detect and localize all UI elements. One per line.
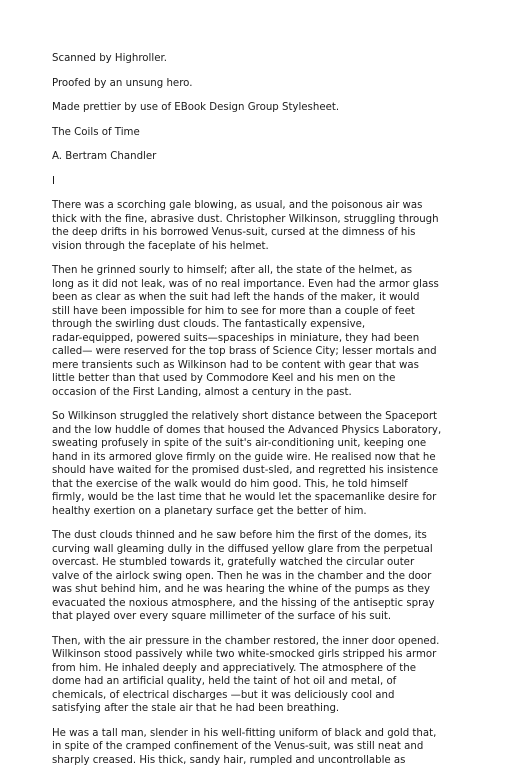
text-line: overcast. He stumbled towards it, gratefully watched the circular outer (52, 556, 468, 570)
text-line: vision through the faceplate of his helmet. (52, 240, 468, 254)
text-line: sharply creased. His thick, sandy hair, rumpled and uncontrollable as (52, 754, 468, 767)
text-line: There was a scorching gale blowing, as usual, and the poisonous air was (52, 199, 468, 213)
text-line: been as clear as when the suit had left the hands of the maker, it would (52, 291, 468, 305)
scan-credit: Scanned by Highroller. (52, 52, 468, 66)
text-line: and the low huddle of domes that housed the Advanced Physics Laboratory, (52, 424, 468, 438)
text-line: radar-equipped, powered suits—spaceships in miniature, they had been (52, 332, 468, 346)
text-line: chemicals, of electrical discharges —but it was deliciously cool and (52, 689, 468, 703)
paragraph (52, 410, 468, 518)
text-line: little better than that used by Commodore Keel and his men on the (52, 372, 468, 386)
text-line: curving wall gleaming dully in the diffused yellow glare from the perpetual (52, 543, 468, 557)
text-line: long as it did not leak, was of no real importance. Even had the armor glass (52, 278, 468, 292)
text-line: thick with the fine, abrasive dust. Christopher Wilkinson, struggling through (52, 213, 468, 227)
book-author: A. Bertram Chandler (52, 150, 468, 164)
text-line: dome had an artificial quality, held the taint of hot oil and metal, of (52, 675, 468, 689)
text-line: satisfying after the stale air that he had been breathing. (52, 702, 468, 716)
text-line: So Wilkinson struggled the relatively short distance between the Spaceport (52, 410, 468, 424)
text-line: was shut behind him, and he was hearing the whine of the pumps as they (52, 583, 468, 597)
text-line: Then he grinned sourly to himself; after all, the state of the helmet, as (52, 264, 468, 278)
text-line: from him. He inhaled deeply and appreciatively. The atmosphere of the (52, 662, 468, 676)
paragraph (52, 199, 468, 253)
text-line: occasion of the First Landing, almost a century in the past. (52, 386, 468, 400)
text-line: valve of the airlock swing open. Then he was in the chamber and the door (52, 570, 468, 584)
book-title: The Coils of Time (52, 126, 468, 140)
text-line: hand in its armored glove firmly on the guide wire. He realised now that he (52, 451, 468, 465)
stylesheet-credit: Made prettier by use of EBook Design Group Stylesheet. (52, 101, 468, 115)
paragraph (52, 635, 468, 716)
text-line: evacuated the noxious atmosphere, and the hissing of the antiseptic spray (52, 597, 468, 611)
text-line: in spite of the cramped confinement of the Venus-suit, was still neat and (52, 740, 468, 754)
text-line: Then, with the air pressure in the chamber restored, the inner door opened. (52, 635, 468, 649)
paragraph (52, 529, 468, 624)
paragraph (52, 727, 468, 767)
text-line: that played over every square millimeter of the surface of his suit. (52, 610, 468, 624)
text-line: He was a tall man, slender in his well-fitting uniform of black and gold that, (52, 727, 468, 741)
text-line: Wilkinson stood passively while two white-smocked girls stripped his armor (52, 648, 468, 662)
text-line: The dust clouds thinned and he saw before him the first of the domes, its (52, 529, 468, 543)
text-line: firmly, would be the last time that he would let the spacemanlike desire for (52, 491, 468, 505)
paragraph (52, 264, 468, 399)
chapter-heading: I (52, 175, 468, 189)
text-line: mere transients such as Wilkinson had to be content with gear that was (52, 359, 468, 373)
text-line: sweating profusely in spite of the suit's air-conditioning unit, keeping one (52, 437, 468, 451)
text-line: called— were reserved for the top brass of Science City; lesser mortals and (52, 345, 468, 359)
text-line: the deep drifts in his borrowed Venus-suit, cursed at the dimness of his (52, 226, 468, 240)
body-text (52, 199, 468, 767)
text-line: that the exercise of the walk would do him good. This, he told himself (52, 478, 468, 492)
text-line: through the swirling dust clouds. The fantastically expensive, (52, 318, 468, 332)
text-line: should have waited for the promised dust-sled, and regretted his insistence (52, 464, 468, 478)
text-line: still have been impossible for him to see for more than a couple of feet (52, 305, 468, 319)
text-line: healthy exertion on a planetary surface get the better of him. (52, 505, 468, 519)
proof-credit: Proofed by an unsung hero. (52, 77, 468, 91)
